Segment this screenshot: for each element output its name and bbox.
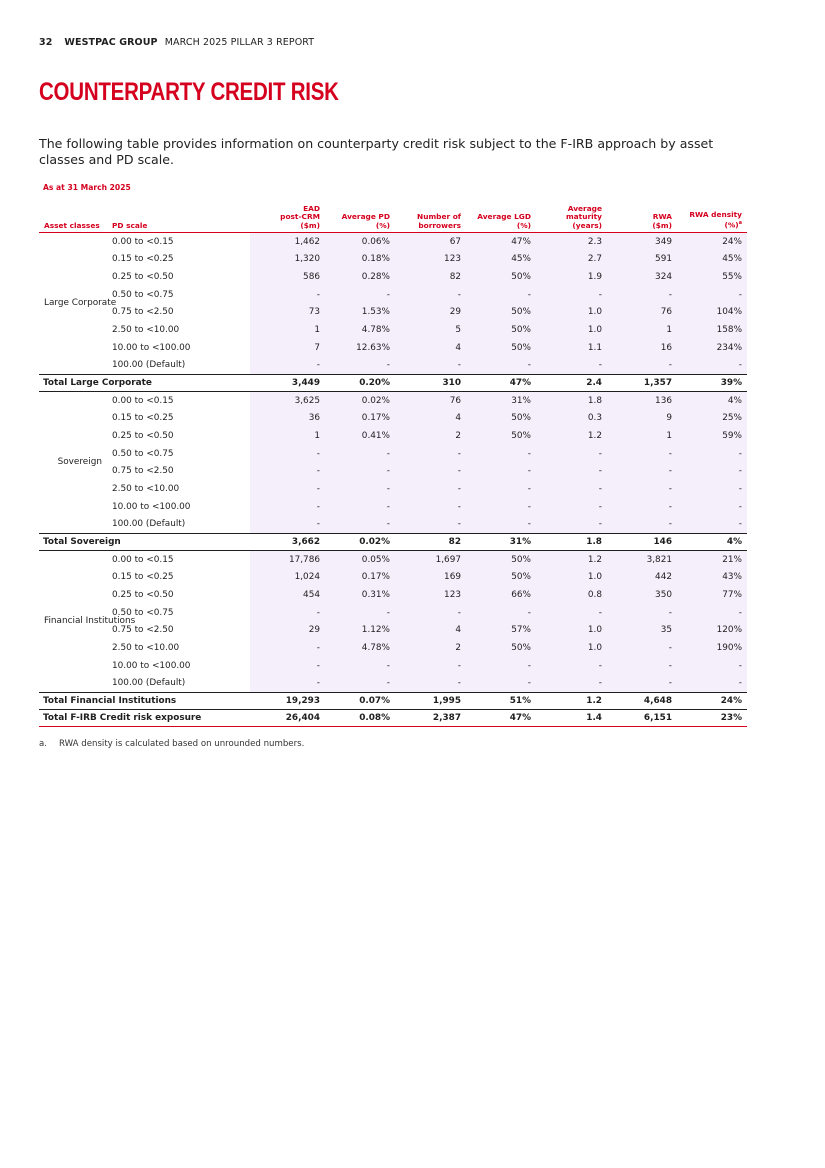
value-cell: 0.41%	[325, 427, 395, 445]
total-value-cell: 0.07%	[325, 693, 395, 710]
value-cell: 77%	[677, 586, 747, 604]
table-row	[39, 233, 747, 251]
value-cell: -	[536, 445, 607, 463]
value-cell: -	[466, 445, 536, 463]
grand-total-row	[39, 710, 747, 727]
value-cell: 1.12%	[325, 622, 395, 640]
grand-total-value-cell: 2,387	[395, 710, 466, 727]
table-body	[39, 233, 747, 727]
value-cell: 50%	[466, 569, 536, 587]
grand-total-label: Total F-IRB Credit risk exposure	[39, 710, 250, 727]
value-cell: -	[250, 463, 325, 481]
header-report: MARCH 2025 PILLAR 3 REPORT	[164, 37, 315, 48]
value-cell: 234%	[677, 339, 747, 357]
value-cell: -	[536, 480, 607, 498]
footnote	[39, 739, 304, 749]
value-cell: 1.0	[536, 321, 607, 339]
value-cell: 66%	[466, 586, 536, 604]
total-value-cell: 1,995	[395, 693, 466, 710]
pd-scale-cell: 0.75 to <2.50	[112, 307, 174, 318]
footnote-text: RWA density is calculated based on unrounded numbers.	[59, 739, 305, 749]
value-cell: -	[466, 463, 536, 481]
value-cell: 45%	[466, 251, 536, 269]
value-cell: -	[325, 445, 395, 463]
total-label: Total Financial Institutions	[39, 693, 250, 710]
ccr-table	[39, 197, 747, 727]
value-cell: 1.53%	[325, 304, 395, 322]
grand-total-value-cell: 0.08%	[325, 710, 395, 727]
value-cell: -	[536, 356, 607, 374]
total-value-cell: 39%	[677, 375, 747, 392]
value-cell: 104%	[677, 304, 747, 322]
grand-total-value-cell: 1.4	[536, 710, 607, 727]
total-value-cell: 3,449	[250, 375, 325, 392]
table-row	[39, 445, 747, 463]
total-value-cell: 0.02%	[325, 534, 395, 551]
table-row	[39, 515, 747, 533]
table-row	[39, 586, 747, 604]
total-label: Total Sovereign	[39, 534, 250, 551]
value-cell: 1,697	[395, 551, 466, 569]
value-cell: 2.7	[536, 251, 607, 269]
col-number-of-borrowers: Number of borrowers	[395, 197, 466, 233]
value-cell: -	[677, 286, 747, 304]
pd-scale-cell: 0.75 to <2.50	[112, 466, 174, 477]
total-value-cell: 0.20%	[325, 375, 395, 392]
pd-scale-cell: 0.75 to <2.50	[112, 625, 174, 636]
total-value-cell: 4%	[677, 534, 747, 551]
value-cell: 50%	[466, 268, 536, 286]
grand-total-value-cell: 26,404	[250, 710, 325, 727]
total-value-cell: 19,293	[250, 693, 325, 710]
total-value-cell: 146	[607, 534, 677, 551]
grand-total-value-cell: 47%	[466, 710, 536, 727]
col-average-maturity: Average maturity (years)	[536, 197, 607, 233]
value-cell: -	[536, 463, 607, 481]
value-cell: -	[250, 639, 325, 657]
value-cell: 4.78%	[325, 639, 395, 657]
value-cell: 0.06%	[325, 233, 395, 251]
value-cell: 0.3	[536, 410, 607, 428]
value-cell: 67	[395, 233, 466, 251]
value-cell: 123	[395, 586, 466, 604]
value-cell: -	[395, 480, 466, 498]
value-cell: -	[607, 498, 677, 516]
value-cell: 4.78%	[325, 321, 395, 339]
value-cell: -	[466, 286, 536, 304]
table-row	[39, 604, 747, 622]
page-number: 32	[39, 37, 53, 48]
value-cell: -	[250, 657, 325, 675]
total-value-cell: 1,357	[607, 375, 677, 392]
value-cell: -	[325, 463, 395, 481]
col-pd-scale: PD scale	[107, 197, 250, 233]
asset-class-sovereign: Sovereign	[57, 457, 102, 467]
col-average-pd: Average PD (%)	[325, 197, 395, 233]
value-cell: -	[466, 657, 536, 675]
value-cell: 4	[395, 339, 466, 357]
value-cell: 76	[395, 392, 466, 410]
value-cell: -	[466, 498, 536, 516]
value-cell: 24%	[677, 233, 747, 251]
pd-scale-cell: 100.00 (Default)	[112, 678, 186, 689]
pd-scale-cell: 0.25 to <0.50	[112, 272, 174, 283]
pd-scale-cell: 10.00 to <100.00	[112, 660, 191, 671]
value-cell: -	[536, 657, 607, 675]
total-value-cell: 31%	[466, 534, 536, 551]
page-header	[39, 37, 314, 48]
pd-scale-cell: 100.00 (Default)	[112, 519, 186, 530]
value-cell: 50%	[466, 321, 536, 339]
table-row	[39, 569, 747, 587]
col-rwa-density: RWA density (%)$^a$	[677, 197, 747, 233]
value-cell: 586	[250, 268, 325, 286]
value-cell: 25%	[677, 410, 747, 428]
value-cell: -	[536, 498, 607, 516]
asset-class-financial-institutions: Financial Institutions	[44, 616, 136, 626]
value-cell: -	[325, 498, 395, 516]
table-row	[39, 410, 747, 428]
as-at-label: As at 31 March 2025	[43, 183, 131, 192]
value-cell: -	[325, 657, 395, 675]
value-cell: 43%	[677, 569, 747, 587]
pd-scale-cell: 2.50 to <10.00	[112, 483, 180, 494]
value-cell: 29	[250, 622, 325, 640]
table-row	[39, 639, 747, 657]
value-cell: 0.18%	[325, 251, 395, 269]
pd-scale-cell: 0.50 to <0.75	[112, 448, 174, 459]
table-row	[39, 622, 747, 640]
table-row	[39, 480, 747, 498]
value-cell: 1	[607, 321, 677, 339]
value-cell: 2	[395, 427, 466, 445]
value-cell: 0.31%	[325, 586, 395, 604]
value-cell: 1,024	[250, 569, 325, 587]
value-cell: 349	[607, 233, 677, 251]
pd-scale-cell: 0.00 to <0.15	[112, 554, 174, 565]
col-asset-classes: Asset classes	[39, 197, 107, 233]
value-cell: -	[677, 498, 747, 516]
table-row	[39, 286, 747, 304]
value-cell: 1	[607, 427, 677, 445]
total-value-cell: 24%	[677, 693, 747, 710]
table-row	[39, 427, 747, 445]
value-cell: -	[325, 604, 395, 622]
value-cell: 190%	[677, 639, 747, 657]
value-cell: 29	[395, 304, 466, 322]
value-cell: -	[607, 604, 677, 622]
value-cell: 0.05%	[325, 551, 395, 569]
value-cell: -	[536, 604, 607, 622]
value-cell: -	[395, 498, 466, 516]
value-cell: 50%	[466, 304, 536, 322]
pd-scale-cell: 0.25 to <0.50	[112, 431, 174, 442]
value-cell: 0.17%	[325, 410, 395, 428]
value-cell: 3,625	[250, 392, 325, 410]
value-cell: 1.0	[536, 569, 607, 587]
value-cell: 1,320	[250, 251, 325, 269]
value-cell: 57%	[466, 622, 536, 640]
value-cell: 1.0	[536, 304, 607, 322]
value-cell: 0.17%	[325, 569, 395, 587]
value-cell: 5	[395, 321, 466, 339]
value-cell: 7	[250, 339, 325, 357]
pd-scale-cell: 0.50 to <0.75	[112, 607, 174, 618]
value-cell: -	[536, 286, 607, 304]
value-cell: -	[325, 356, 395, 374]
value-cell: -	[395, 445, 466, 463]
value-cell: -	[395, 356, 466, 374]
table-row	[39, 463, 747, 481]
value-cell: 4%	[677, 392, 747, 410]
value-cell: -	[607, 356, 677, 374]
total-row-sovereign	[39, 534, 747, 551]
total-value-cell: 3,662	[250, 534, 325, 551]
pd-scale-cell: 0.25 to <0.50	[112, 590, 174, 601]
total-value-cell: 82	[395, 534, 466, 551]
value-cell: -	[325, 480, 395, 498]
table-row	[39, 339, 747, 357]
table-row	[39, 392, 747, 410]
value-cell: -	[250, 515, 325, 533]
total-value-cell: 1.8	[536, 534, 607, 551]
value-cell: 1.2	[536, 427, 607, 445]
value-cell: 21%	[677, 551, 747, 569]
footnote-mark: a.	[39, 739, 47, 749]
value-cell: -	[607, 639, 677, 657]
pd-scale-cell: 0.15 to <0.25	[112, 572, 174, 583]
table-row	[39, 251, 747, 269]
value-cell: -	[677, 674, 747, 692]
table-row	[39, 551, 747, 569]
value-cell: 169	[395, 569, 466, 587]
value-cell: -	[250, 356, 325, 374]
value-cell: 136	[607, 392, 677, 410]
value-cell: -	[250, 480, 325, 498]
grand-total-value-cell: 23%	[677, 710, 747, 727]
value-cell: 9	[607, 410, 677, 428]
value-cell: 350	[607, 586, 677, 604]
value-cell: -	[466, 604, 536, 622]
value-cell: -	[677, 445, 747, 463]
value-cell: -	[395, 515, 466, 533]
value-cell: 50%	[466, 410, 536, 428]
value-cell: 454	[250, 586, 325, 604]
value-cell: 36	[250, 410, 325, 428]
table-row	[39, 321, 747, 339]
value-cell: -	[395, 657, 466, 675]
value-cell: -	[250, 674, 325, 692]
value-cell: 59%	[677, 427, 747, 445]
value-cell: 2.3	[536, 233, 607, 251]
value-cell: 50%	[466, 551, 536, 569]
pd-scale-cell: 0.15 to <0.25	[112, 254, 174, 265]
value-cell: 1.0	[536, 639, 607, 657]
pd-scale-cell: 2.50 to <10.00	[112, 324, 180, 335]
value-cell: -	[250, 498, 325, 516]
pd-scale-cell: 10.00 to <100.00	[112, 501, 191, 512]
total-value-cell: 47%	[466, 375, 536, 392]
total-row-financial-institutions	[39, 693, 747, 710]
grand-total-value-cell: 6,151	[607, 710, 677, 727]
value-cell: 50%	[466, 639, 536, 657]
value-cell: 76	[607, 304, 677, 322]
pd-scale-cell: 10.00 to <100.00	[112, 342, 191, 353]
total-value-cell: 1.2	[536, 693, 607, 710]
value-cell: 1.8	[536, 392, 607, 410]
value-cell: -	[677, 480, 747, 498]
value-cell: 2	[395, 639, 466, 657]
value-cell: -	[466, 480, 536, 498]
value-cell: 1	[250, 321, 325, 339]
value-cell: 120%	[677, 622, 747, 640]
value-cell: -	[607, 463, 677, 481]
value-cell: 4	[395, 622, 466, 640]
value-cell: -	[466, 356, 536, 374]
value-cell: 16	[607, 339, 677, 357]
header-org: WESTPAC GROUP	[64, 37, 158, 48]
value-cell: -	[250, 286, 325, 304]
value-cell: 1.9	[536, 268, 607, 286]
value-cell: -	[607, 674, 677, 692]
value-cell: 591	[607, 251, 677, 269]
pd-scale-cell: 0.00 to <0.15	[112, 395, 174, 406]
value-cell: 0.28%	[325, 268, 395, 286]
table-header-row	[39, 197, 747, 233]
value-cell: 12.63%	[325, 339, 395, 357]
value-cell: 0.8	[536, 586, 607, 604]
value-cell: -	[607, 480, 677, 498]
value-cell: -	[607, 657, 677, 675]
value-cell: 1	[250, 427, 325, 445]
value-cell: 1.1	[536, 339, 607, 357]
page-title: COUNTERPARTY CREDIT RISK	[39, 78, 339, 106]
value-cell: -	[250, 604, 325, 622]
value-cell: -	[677, 463, 747, 481]
value-cell: -	[677, 515, 747, 533]
value-cell: 158%	[677, 321, 747, 339]
value-cell: 73	[250, 304, 325, 322]
col-ead: EAD post-CRM ($m)	[250, 197, 325, 233]
total-value-cell: 4,648	[607, 693, 677, 710]
value-cell: 324	[607, 268, 677, 286]
table-row	[39, 268, 747, 286]
value-cell: 442	[607, 569, 677, 587]
value-cell: 3,821	[607, 551, 677, 569]
value-cell: 47%	[466, 233, 536, 251]
table-row	[39, 674, 747, 692]
value-cell: -	[466, 674, 536, 692]
col-average-lgd: Average LGD (%)	[466, 197, 536, 233]
value-cell: 45%	[677, 251, 747, 269]
value-cell: -	[536, 515, 607, 533]
value-cell: -	[395, 286, 466, 304]
table-row	[39, 356, 747, 374]
pd-scale-cell: 0.50 to <0.75	[112, 289, 174, 300]
value-cell: -	[325, 286, 395, 304]
value-cell: 50%	[466, 339, 536, 357]
value-cell: -	[607, 286, 677, 304]
table-row	[39, 304, 747, 322]
value-cell: -	[677, 604, 747, 622]
value-cell: -	[325, 674, 395, 692]
value-cell: 1,462	[250, 233, 325, 251]
total-label: Total Large Corporate	[39, 375, 250, 392]
asset-class-large-corporate: Large Corporate	[44, 298, 117, 308]
value-cell: -	[677, 657, 747, 675]
table-row	[39, 498, 747, 516]
col-rwa: RWA ($m)	[607, 197, 677, 233]
value-cell: -	[536, 674, 607, 692]
value-cell: 0.02%	[325, 392, 395, 410]
value-cell: -	[395, 463, 466, 481]
value-cell: -	[677, 356, 747, 374]
pd-scale-cell: 0.00 to <0.15	[112, 236, 174, 247]
pd-scale-cell: 100.00 (Default)	[112, 360, 186, 371]
table-row	[39, 657, 747, 675]
value-cell: 55%	[677, 268, 747, 286]
total-row-large-corporate	[39, 375, 747, 392]
value-cell: -	[607, 515, 677, 533]
value-cell: -	[395, 604, 466, 622]
value-cell: 17,786	[250, 551, 325, 569]
intro-paragraph: The following table provides information on counterparty credit risk subject to the F-IRB approach by asset classes and PD scale.	[39, 136, 714, 167]
value-cell: 35	[607, 622, 677, 640]
pd-scale-cell: 2.50 to <10.00	[112, 642, 180, 653]
total-value-cell: 51%	[466, 693, 536, 710]
value-cell: -	[395, 674, 466, 692]
total-value-cell: 2.4	[536, 375, 607, 392]
value-cell: 1.2	[536, 551, 607, 569]
value-cell: 50%	[466, 427, 536, 445]
value-cell: 82	[395, 268, 466, 286]
value-cell: 123	[395, 251, 466, 269]
total-value-cell: 310	[395, 375, 466, 392]
value-cell: 1.0	[536, 622, 607, 640]
value-cell: -	[466, 515, 536, 533]
value-cell: -	[325, 515, 395, 533]
value-cell: 31%	[466, 392, 536, 410]
pd-scale-cell: 0.15 to <0.25	[112, 413, 174, 424]
value-cell: -	[607, 445, 677, 463]
value-cell: -	[250, 445, 325, 463]
value-cell: 4	[395, 410, 466, 428]
